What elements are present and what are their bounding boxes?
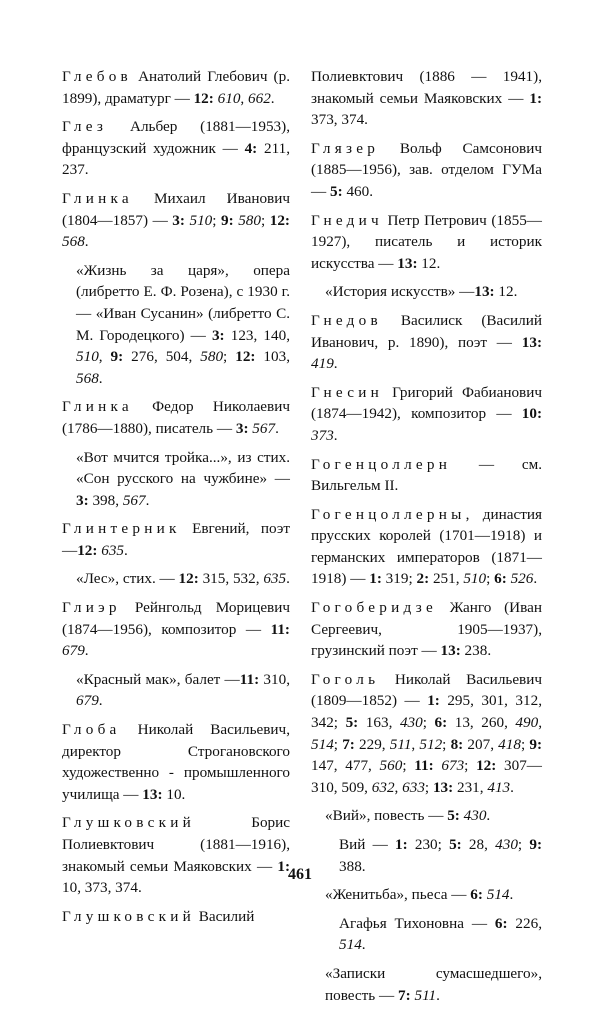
entry-text: 123, 140, bbox=[224, 326, 291, 344]
volume-number: 9: bbox=[110, 348, 124, 366]
index-entry bbox=[311, 669, 542, 799]
page-reference: 568 bbox=[76, 369, 99, 387]
index-entry bbox=[62, 66, 290, 109]
entry-text: . bbox=[510, 778, 514, 796]
entry-text: 295, 301, 312, 342; bbox=[311, 692, 542, 732]
entry-text: . bbox=[124, 541, 128, 559]
entry-headword: Глез bbox=[62, 118, 108, 136]
entry-text: Василий bbox=[194, 907, 255, 925]
entry-text: 230; bbox=[407, 836, 450, 853]
volume-number: 9: bbox=[529, 836, 542, 853]
entry-text: 231, bbox=[453, 778, 488, 796]
entry-text: Николай Васильевич (1809—1852) — bbox=[311, 670, 542, 710]
page-reference: 635 bbox=[101, 541, 125, 559]
entry-headword: Глебов bbox=[62, 68, 132, 85]
entry-text: . bbox=[333, 355, 338, 373]
entry-text: Вольф Самсонович (1885—1956), зав. отделом ГУМа — bbox=[311, 139, 542, 200]
index-subentry bbox=[76, 669, 290, 712]
entry-text: , bbox=[538, 714, 542, 732]
entry-text: . bbox=[270, 89, 275, 107]
entry-text: 319; bbox=[381, 570, 417, 588]
page-reference: 514 bbox=[486, 886, 510, 904]
volume-number: 9: bbox=[221, 211, 234, 229]
volume-number: 7: bbox=[398, 986, 411, 1004]
entry-headword: Глинка bbox=[62, 398, 133, 416]
volume-number: 3: bbox=[235, 419, 249, 437]
page-reference: 419 bbox=[311, 355, 334, 373]
entry-headword: Гогенцоллерн bbox=[311, 455, 452, 473]
index-entry bbox=[311, 310, 542, 375]
volume-number: 1: bbox=[394, 836, 408, 853]
index-subentry bbox=[325, 805, 542, 827]
index-subentry bbox=[325, 281, 542, 303]
entry-text: Николай Васильевич, директор Строгановского художественно - промышленного училища — bbox=[62, 721, 290, 803]
index-subentry bbox=[325, 884, 542, 906]
entry-headword: Глиэр bbox=[62, 599, 121, 617]
volume-number: 6: bbox=[494, 570, 507, 588]
entry-text: ; bbox=[333, 735, 343, 753]
entry-text: 251, bbox=[429, 570, 464, 588]
volume-number: 11: bbox=[414, 757, 434, 775]
entry-text: . bbox=[84, 642, 89, 660]
index-entry bbox=[62, 906, 290, 928]
entry-text: 12. bbox=[417, 254, 441, 272]
index-entry bbox=[62, 396, 290, 439]
index-subentry bbox=[76, 260, 290, 390]
volume-number: 4: bbox=[244, 139, 258, 157]
page-reference: 580 bbox=[200, 348, 224, 366]
entry-text: 103, bbox=[255, 348, 291, 366]
entry-headword: Глязер bbox=[311, 139, 380, 157]
entry-text: ; bbox=[223, 348, 236, 366]
entry-text: ; bbox=[260, 211, 270, 229]
entry-text: ; bbox=[212, 211, 222, 229]
volume-number: 3: bbox=[211, 326, 225, 344]
entry-text: 388. bbox=[339, 857, 366, 875]
page-reference: 526 bbox=[510, 570, 534, 588]
entry-headword: Глушковский bbox=[62, 907, 195, 925]
page-reference: 580 bbox=[238, 211, 261, 229]
entry-headword: Глинтерник bbox=[62, 520, 181, 538]
index-entry bbox=[311, 597, 542, 662]
entry-text: . bbox=[509, 886, 514, 904]
entry-text: 10. bbox=[162, 785, 186, 803]
entry-text: 307—310, 509, bbox=[311, 757, 542, 796]
page-reference: 632 bbox=[371, 778, 395, 796]
entry-text: ; bbox=[424, 778, 433, 796]
entry-text: «Красный мак», балет — bbox=[76, 670, 240, 688]
volume-number: 13: bbox=[440, 642, 461, 660]
entry-text: . bbox=[275, 419, 279, 437]
volume-number: 3: bbox=[172, 211, 185, 229]
page-reference: 510 bbox=[189, 211, 213, 229]
page-reference: 430 bbox=[463, 807, 487, 825]
index-entry bbox=[311, 66, 542, 131]
volume-number: 5: bbox=[449, 836, 462, 853]
entry-headword: Гнесин bbox=[311, 383, 383, 401]
entry-text: 226, bbox=[507, 914, 542, 932]
entry-headword: Гогенцоллерны bbox=[311, 505, 466, 523]
volume-number: 13: bbox=[432, 778, 454, 796]
entry-text: Рейнгольд Морицевич (1874—1956), композитор — bbox=[62, 599, 290, 638]
entry-headword: Гогоберидзе bbox=[311, 599, 437, 617]
entry-text: «Вий», повесть — bbox=[325, 807, 448, 825]
entry-text: Борис Полиевктович (1881—1916), знакомый семьи Маяковских — bbox=[62, 814, 290, 875]
volume-number: 6: bbox=[494, 914, 508, 932]
entry-text: «Женитьба», пьеса — bbox=[325, 886, 471, 904]
index-entry bbox=[311, 382, 542, 447]
page-reference: 511 bbox=[389, 735, 412, 753]
page-reference: 679 bbox=[62, 642, 85, 660]
entry-text: Анатолий Глебович (р. 1899), драматург — bbox=[62, 68, 290, 107]
entry-text: , bbox=[98, 348, 111, 366]
index-column-left bbox=[62, 66, 290, 934]
volume-number: 7: bbox=[342, 735, 355, 753]
entry-text: — см. Вильгельм II. bbox=[311, 455, 542, 495]
volume-number: 6: bbox=[470, 886, 483, 904]
entry-text: Федор Николаевич (1786—1880), писатель — bbox=[62, 398, 290, 437]
entry-headword: Гоголь bbox=[311, 670, 380, 688]
entry-text: 460. bbox=[342, 182, 374, 200]
entry-text: 163, bbox=[358, 714, 400, 732]
entry-headword: Глинка bbox=[62, 189, 133, 207]
index-entry bbox=[62, 116, 290, 181]
index-entry bbox=[62, 518, 290, 561]
index-entry bbox=[62, 719, 290, 805]
entry-text: ; bbox=[517, 836, 530, 853]
page-reference: 514 bbox=[311, 735, 334, 753]
index-entry bbox=[62, 597, 290, 662]
page-reference: 610 bbox=[217, 89, 241, 107]
entry-text: Альбер (1881—1953), французский художник — bbox=[62, 118, 290, 157]
entry-text: Полиевктович (1886 — 1941), знакомый семьи Маяковских — bbox=[311, 68, 542, 107]
entry-text: 10, 373, 374. bbox=[62, 879, 142, 897]
volume-number: 2: bbox=[416, 570, 430, 588]
volume-number: 12: bbox=[476, 757, 497, 775]
volume-number: 12: bbox=[193, 89, 214, 107]
entry-headword: Гнедов bbox=[311, 311, 382, 329]
entry-text: ; bbox=[486, 570, 495, 588]
entry-text: Евгений, поэт — bbox=[62, 520, 290, 559]
entry-text: ; bbox=[520, 735, 530, 753]
entry-text: 211, 237. bbox=[62, 139, 291, 179]
page-reference: 673 bbox=[441, 757, 465, 775]
entry-text: , династия прусских королей (1701—1918) и германских императоров (1871—1918) — bbox=[311, 505, 542, 588]
entry-text: «Жизнь за царя», опера (либретто Е. Ф. Розена), с 1930 г.— «Иван Сусанин» (либретто С. М. Городецкого) — bbox=[76, 261, 290, 344]
entry-text: . bbox=[533, 570, 538, 588]
entry-text: 276, 504, bbox=[123, 348, 201, 366]
volume-number: 12: bbox=[269, 211, 290, 229]
page-reference: 510 bbox=[76, 348, 99, 366]
entry-text: . bbox=[333, 426, 338, 444]
volume-number: 11: bbox=[270, 620, 290, 638]
page-reference: 662 bbox=[248, 89, 271, 107]
entry-text: . bbox=[361, 936, 366, 954]
entry-text: Григорий Фабианович (1874—1942), композитор — bbox=[311, 383, 542, 423]
page-reference: 430 bbox=[399, 714, 423, 732]
entry-text: 315, 532, bbox=[198, 570, 264, 588]
volume-number: 5: bbox=[345, 714, 359, 732]
index-entry bbox=[62, 188, 290, 253]
volume-number: 6: bbox=[434, 714, 448, 732]
page-number: 461 bbox=[288, 866, 312, 883]
volume-number: 13: bbox=[397, 254, 418, 272]
page-reference: 567 bbox=[122, 491, 146, 509]
volume-number: 5: bbox=[447, 807, 460, 825]
entry-text: . bbox=[84, 233, 89, 251]
volume-number: 11: bbox=[239, 670, 260, 688]
volume-number: 9: bbox=[529, 735, 542, 753]
entry-text: ; bbox=[422, 714, 435, 732]
index-entry bbox=[62, 812, 290, 898]
entry-text: , bbox=[240, 89, 248, 107]
entry-text: , bbox=[394, 778, 403, 796]
page-reference: 490 bbox=[515, 714, 539, 732]
entry-text: . bbox=[145, 491, 150, 509]
page-reference: 430 bbox=[495, 836, 518, 853]
entry-text: 238. bbox=[460, 642, 492, 660]
page-reference: 413 bbox=[487, 778, 511, 796]
entry-text: 12. bbox=[494, 283, 518, 301]
entry-text: Петр Петрович (1855—1927), писатель и историк искусства — bbox=[311, 211, 542, 272]
volume-number: 1: bbox=[427, 692, 440, 710]
entry-text: ; bbox=[464, 757, 477, 775]
index-subentry bbox=[76, 447, 290, 512]
index-subentry bbox=[325, 963, 542, 1006]
volume-number: 8: bbox=[450, 735, 464, 753]
index-entry bbox=[311, 504, 542, 590]
entry-text: 28, bbox=[461, 836, 496, 853]
entry-text: 398, bbox=[88, 491, 123, 509]
entry-text: 207, bbox=[463, 735, 499, 753]
entry-headword: Гнедич bbox=[311, 211, 383, 229]
entry-text: . bbox=[98, 369, 103, 387]
index-entry bbox=[311, 454, 542, 497]
page-reference: 511 bbox=[414, 986, 437, 1004]
page-reference: 567 bbox=[252, 419, 276, 437]
entry-text: . bbox=[436, 986, 440, 1004]
volume-number: 13: bbox=[142, 785, 163, 803]
entry-text: . bbox=[286, 570, 290, 588]
volume-number: 12: bbox=[235, 348, 256, 366]
page-reference: 510 bbox=[463, 570, 487, 588]
page-reference: 633 bbox=[402, 778, 425, 796]
volume-number: 1: bbox=[277, 857, 290, 875]
volume-number: 10: bbox=[521, 405, 542, 423]
page-reference: 635 bbox=[263, 570, 287, 588]
page-reference: 512 bbox=[419, 735, 443, 753]
entry-text: «Вот мчится тройка...», из стих. «Сон русского на чужбине» — bbox=[76, 448, 290, 488]
volume-number: 13: bbox=[521, 333, 542, 351]
entry-headword: Глушковский bbox=[62, 814, 195, 832]
volume-number: 5: bbox=[329, 182, 343, 200]
entry-text: Вий — bbox=[339, 836, 395, 853]
entry-text: Жанго (Иван Сергеевич, 1905—1937), грузинский поэт — bbox=[311, 599, 542, 660]
volume-number: 1: bbox=[369, 570, 382, 588]
entry-text: «Лес», стих. — bbox=[76, 570, 179, 588]
index-entry bbox=[311, 210, 542, 275]
entry-text: . bbox=[486, 807, 491, 825]
volume-number: 12: bbox=[178, 570, 199, 588]
entry-text: 310, bbox=[259, 670, 290, 688]
index-entry bbox=[311, 138, 542, 203]
page-reference: 514 bbox=[339, 936, 362, 954]
page-reference: 373 bbox=[311, 426, 334, 444]
page-reference: 679 bbox=[76, 692, 99, 710]
entry-text: 147, 477, bbox=[311, 757, 380, 775]
entry-text: Василиск (Василий Иванович, р. 1890), поэт — bbox=[311, 311, 542, 351]
entry-text: 373, 374. bbox=[311, 111, 368, 129]
entry-text: Михаил Иванович (1804—1857) — bbox=[62, 189, 290, 229]
entry-text: 229, bbox=[354, 735, 390, 753]
page-reference: 560 bbox=[379, 757, 403, 775]
entry-headword: Глоба bbox=[62, 721, 121, 739]
entry-text: ; bbox=[442, 735, 451, 753]
entry-text: . bbox=[98, 692, 103, 710]
volume-number: 1: bbox=[529, 89, 542, 107]
volume-number: 13: bbox=[474, 283, 495, 301]
index-subentry bbox=[339, 913, 542, 956]
volume-number: 12: bbox=[77, 541, 98, 559]
entry-text: «История искусств» — bbox=[325, 283, 475, 301]
volume-number: 3: bbox=[76, 491, 89, 509]
entry-text: «Записки сумасшедшего», повесть — bbox=[325, 964, 542, 1004]
entry-text: ; bbox=[402, 757, 415, 775]
page-reference: 418 bbox=[498, 735, 521, 753]
entry-text: , bbox=[411, 735, 420, 753]
entry-text: Агафья Тихоновна — bbox=[339, 914, 495, 932]
page-reference: 568 bbox=[62, 233, 85, 251]
index-subentry bbox=[76, 568, 290, 590]
entry-text: 13, 260, bbox=[447, 714, 516, 732]
